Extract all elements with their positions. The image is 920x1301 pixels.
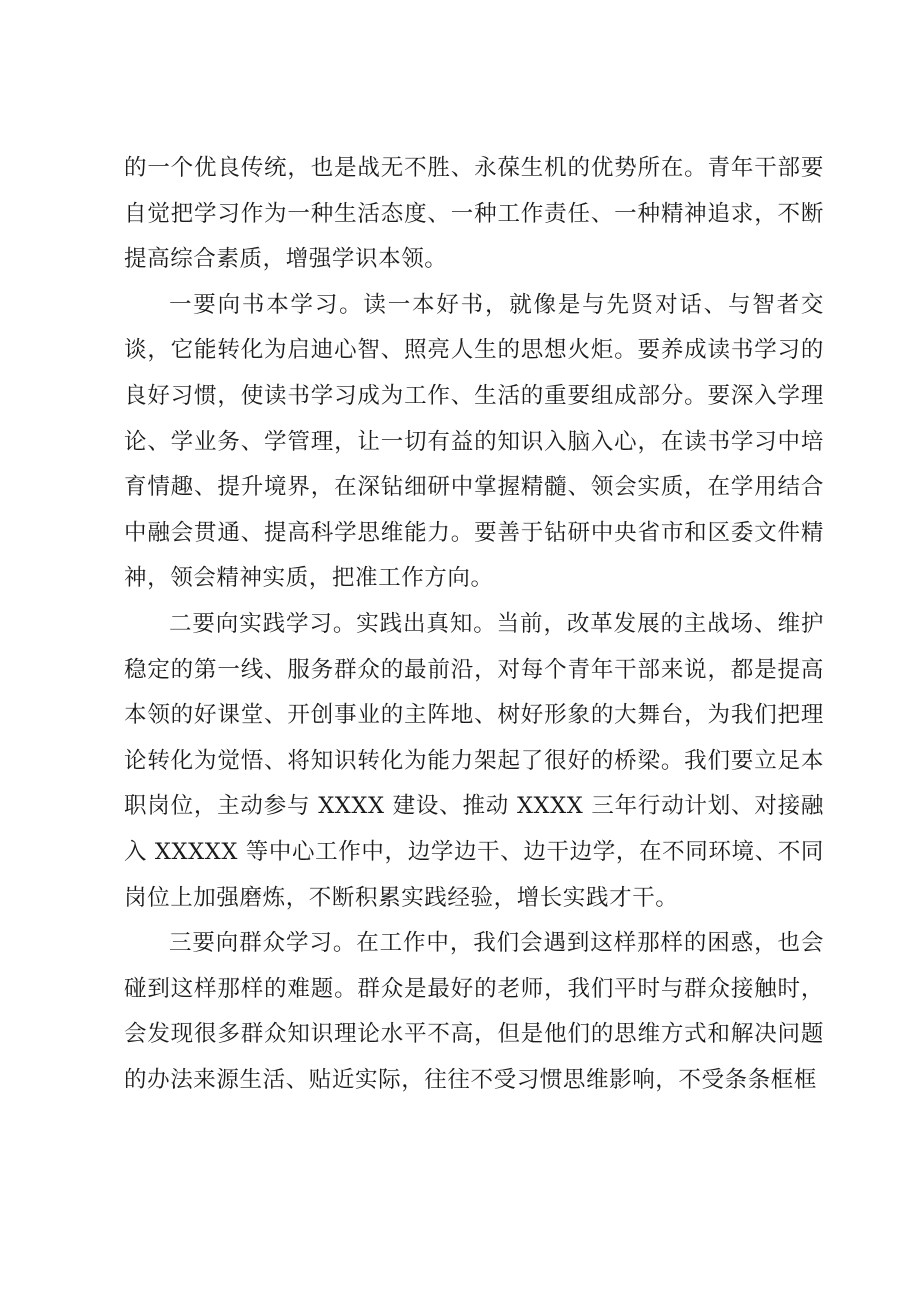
paragraph-continuation: 的一个优良传统，也是战无不胜、永葆生机的优势所在。青年干部要自觉把学习作为一种生活态度、一种工作责任、一种精神追求，不断提高综合素质，增强学识本领。 xyxy=(124,155,824,273)
paragraph-learn-from-practice: 二要向实践学习。实践出真知。当前，改革发展的主战场、维护稳定的第一线、服务群众的最前沿，对每个青年干部来说，都是提高本领的好课堂、开创事业的主阵地、树好形象的大舞台，为我们把理论转化为觉悟、将知识转化为能力架起了很好的桥梁。我们要立足本职岗位，主动参与 XXXX 建设、推动 XXXX 三年行动计划、对接融入 XXXXX 等中心工作中，边学边干、边干边学，在不同环境、不同岗位上加强磨炼，不断积累实践经验，增长实践才干。 xyxy=(124,610,824,911)
paragraph-learn-from-books: 一要向书本学习。读一本好书，就像是与先贤对话、与智者交谈，它能转化为启迪心智、照亮人生的思想火炬。要养成读书学习的良好习惯，使读书学习成为工作、生活的重要组成部分。要深入学理论、学业务、学管理，让一切有益的知识入脑入心，在读书学习中培育情趣、提升境界，在深钻细研中掌握精髓、领会实质，在学用结合中融会贯通、提高科学思维能力。要善于钻研中央省市和区委文件精神，领会精神实质，把准工作方向。 xyxy=(124,291,824,592)
paragraph-learn-from-masses: 三要向群众学习。在工作中，我们会遇到这样那样的困惑，也会碰到这样那样的难题。群众是最好的老师，我们平时与群众接触时，会发现很多群众知识理论水平不高，但是他们的思维方式和解决问题的办法来源生活、贴近实际，往往不受习惯思维影响，不受条条框框 xyxy=(124,930,824,1093)
document-body xyxy=(124,146,824,1103)
